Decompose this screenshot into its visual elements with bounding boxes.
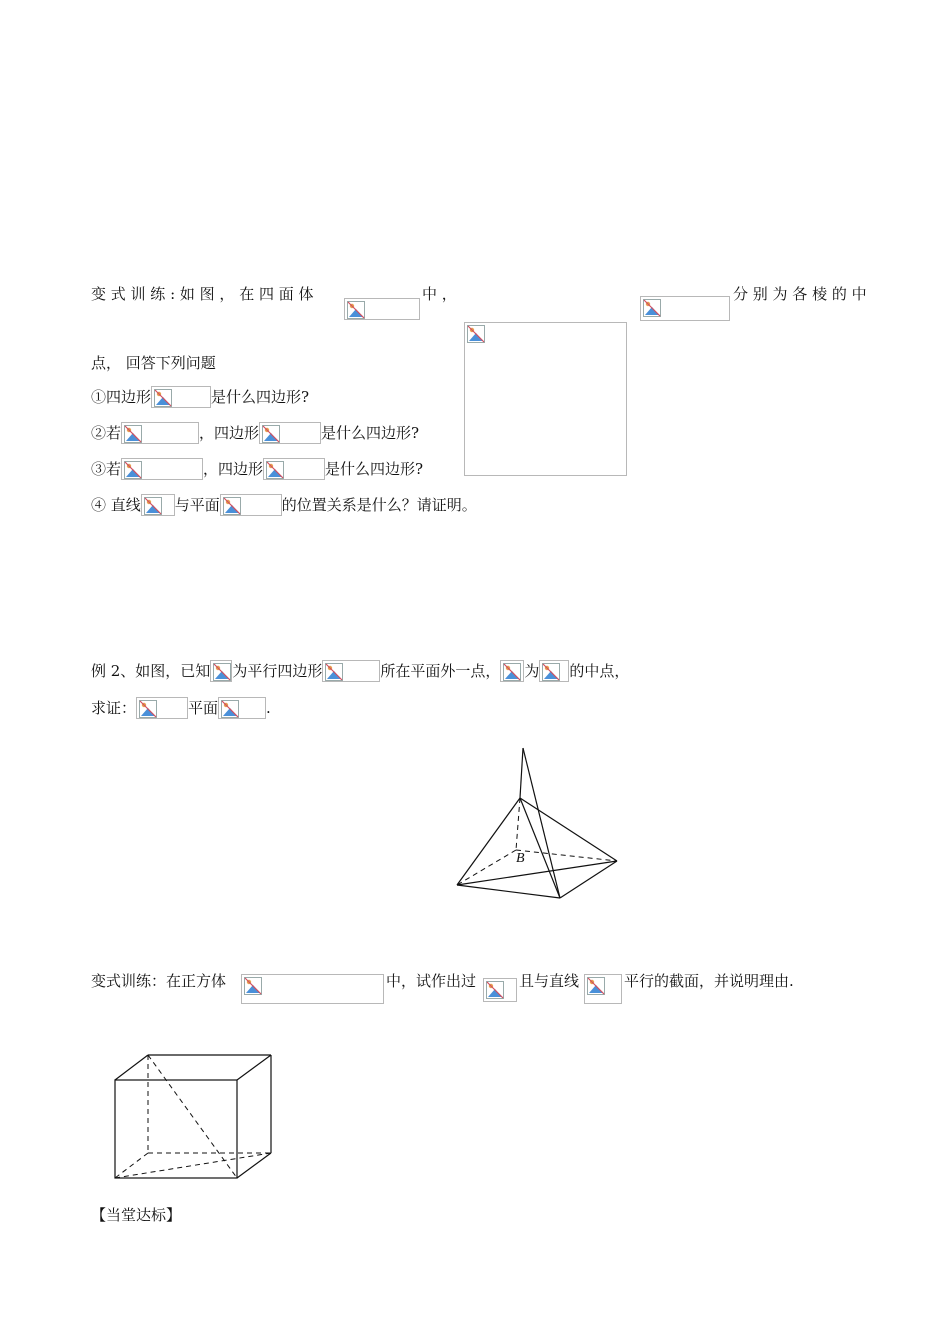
ex2-text-d: 为	[524, 662, 540, 680]
example2-line2	[91, 695, 271, 719]
formula-image	[141, 494, 175, 516]
formula-image	[151, 386, 211, 408]
variant1-intro-a: 变 式 训 练 : 如 图 ， 在 四 面 体	[91, 285, 314, 303]
pyramid-figure	[440, 740, 640, 910]
question-3	[91, 456, 423, 480]
cube-edge	[115, 1055, 148, 1080]
variant2-line-c	[519, 968, 579, 992]
ex2-prove-c: .	[266, 699, 271, 717]
v2-text-d: 平行的截面，并说明理由.	[624, 972, 794, 990]
variant1-intro-d: 点， 回答下列问题	[91, 354, 216, 372]
broken-image-icon	[124, 461, 142, 479]
cube-figure	[100, 1045, 290, 1190]
broken-image-icon	[503, 663, 521, 681]
formula-image	[210, 660, 232, 682]
variant2-line-b	[386, 968, 476, 992]
broken-image-icon	[221, 700, 239, 718]
ex2-text-b: 为平行四边形	[232, 662, 323, 680]
formula-image	[539, 660, 569, 682]
pyramid-edge	[523, 748, 560, 898]
pyramid-edge	[560, 861, 617, 898]
formula-image	[241, 974, 384, 1004]
cube-edge	[237, 1055, 271, 1080]
cube-hidden-edge	[115, 1153, 148, 1178]
formula-image	[259, 422, 321, 444]
q3-text-a: ③若	[91, 460, 122, 478]
q2-text-b: ，四边形	[199, 424, 260, 442]
formula-image	[322, 660, 380, 682]
ex2-prove-a: 求证：	[91, 699, 137, 717]
broken-image-icon	[467, 325, 485, 343]
cube-edge	[237, 1153, 271, 1178]
broken-image-icon	[486, 981, 504, 999]
broken-image-icon	[262, 425, 280, 443]
pyramid-edge	[520, 798, 560, 898]
question-4	[91, 492, 477, 516]
ex2-prove-b: 平面	[188, 699, 219, 717]
pyramid-edge	[457, 798, 520, 885]
q2-text-c: 是什么四边形?	[321, 424, 420, 442]
formula-image	[121, 458, 203, 480]
broken-image-icon	[144, 497, 162, 515]
broken-image-icon	[347, 301, 365, 319]
formula-image	[344, 298, 420, 320]
variant2-line-d	[624, 968, 794, 992]
ex2-text-c: 所在平面外一点，	[380, 662, 501, 680]
q4-text-a: ④ 直线	[91, 496, 141, 514]
q1-text-a: ①四边形	[91, 388, 152, 406]
broken-image-icon	[223, 497, 241, 515]
formula-image	[121, 422, 199, 444]
variant1-line2	[91, 350, 216, 374]
section-heading: 【当堂达标】	[91, 1206, 182, 1224]
pyramid-hidden-edge	[516, 798, 520, 850]
cube-front-face	[115, 1080, 237, 1178]
broken-image-icon	[643, 299, 661, 317]
vertex-label-b: B	[516, 851, 525, 866]
cube-diagonal	[148, 1055, 237, 1178]
ex2-text-e: 的中点，	[569, 662, 630, 680]
pyramid-edge	[520, 748, 523, 798]
question-2	[91, 420, 419, 444]
formula-image	[136, 697, 188, 719]
pyramid-edge	[457, 885, 560, 898]
formula-image	[640, 296, 730, 321]
figure-image-placeholder	[464, 322, 627, 476]
broken-image-icon	[154, 389, 172, 407]
example2-line1	[91, 658, 629, 682]
formula-image	[483, 978, 517, 1002]
broken-image-icon	[139, 700, 157, 718]
variant1-line1c	[733, 281, 867, 305]
v2-text-b: 中，试作出过	[386, 972, 477, 990]
formula-image	[584, 974, 622, 1004]
q4-text-c: 的位置关系是什么？请证明。	[281, 496, 477, 514]
broken-image-icon	[244, 977, 262, 995]
broken-image-icon	[124, 425, 142, 443]
question-1	[91, 384, 309, 408]
formula-image	[500, 660, 524, 682]
formula-image	[220, 494, 282, 516]
q3-text-b: ，四边形	[203, 460, 264, 478]
v2-text-a: 变式训练：在正方体	[91, 972, 227, 990]
broken-image-icon	[213, 663, 231, 681]
broken-image-icon	[325, 663, 343, 681]
formula-image	[218, 697, 266, 719]
q4-text-b: 与平面	[174, 496, 220, 514]
broken-image-icon	[587, 977, 605, 995]
variant2-line	[91, 968, 226, 992]
formula-image	[263, 458, 325, 480]
q3-text-c: 是什么四边形?	[325, 460, 424, 478]
cube-diagonal	[115, 1153, 271, 1178]
variant1-intro-c: 分 别 为 各 棱 的 中	[733, 285, 867, 303]
broken-image-icon	[266, 461, 284, 479]
ex2-text-a: 例 2、如图，已知	[91, 662, 211, 680]
variant1-line1	[91, 281, 314, 305]
variant1-line1b	[422, 281, 457, 305]
q2-text-a: ②若	[91, 424, 122, 442]
broken-image-icon	[542, 663, 560, 681]
q1-text-b: 是什么四边形?	[211, 388, 310, 406]
v2-text-c: 且与直线	[519, 972, 580, 990]
pyramid-edge	[457, 861, 617, 885]
pyramid-hidden-edge	[457, 850, 516, 885]
variant1-intro-b: 中 ，	[422, 285, 457, 303]
